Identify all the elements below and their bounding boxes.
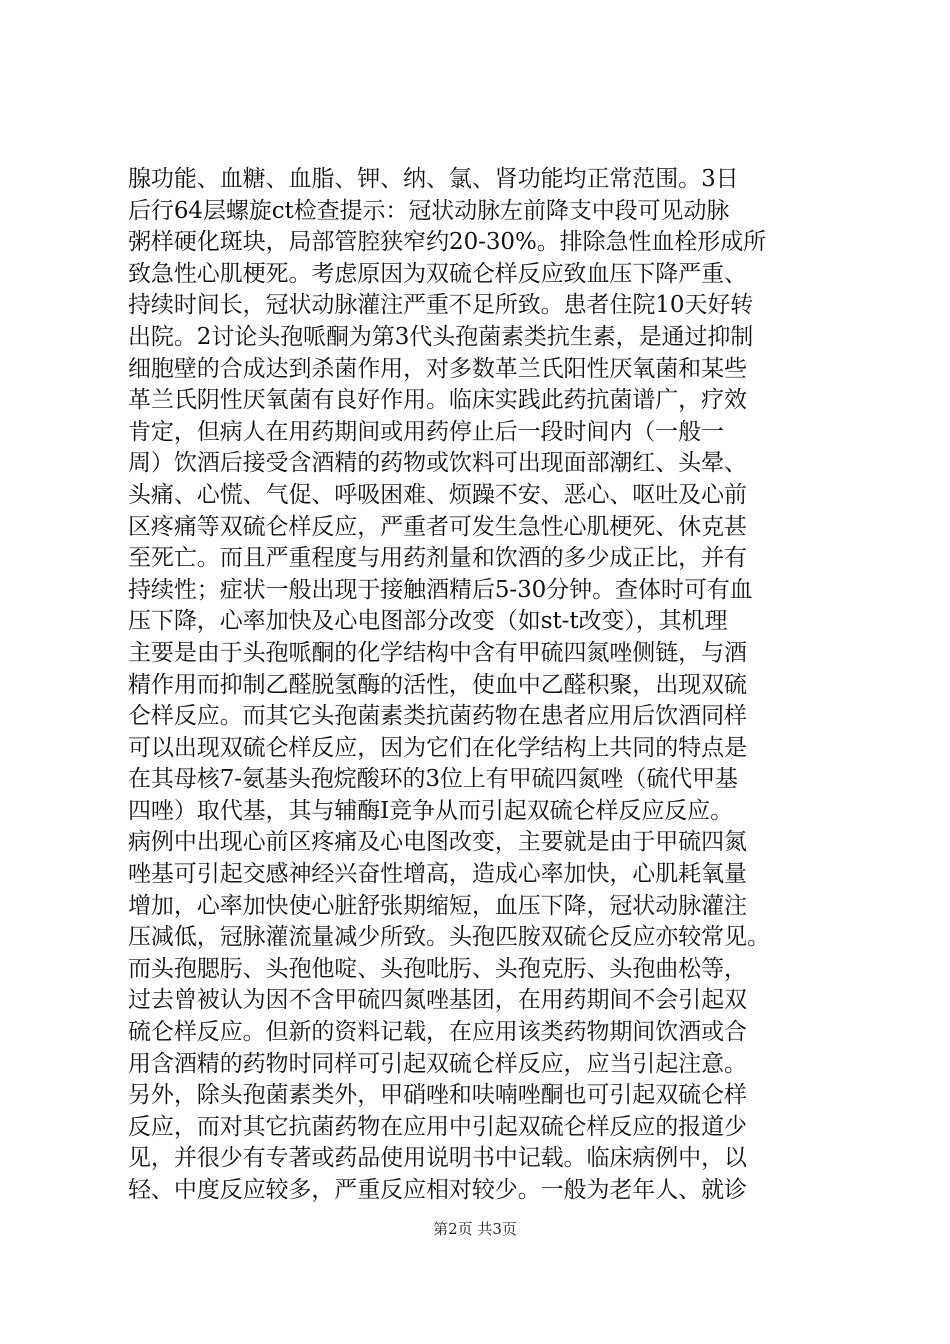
text-line: 在其母核7-氨基头孢烷酸环的3位上有甲硫四氮唑（硫代甲基 — [128, 766, 738, 793]
text-line: 而头孢腮肟、头孢他啶、头孢吡肟、头孢克肟、头孢曲松等， — [128, 955, 747, 982]
text-line: 腺功能、血糖、血脂、钾、纳、氯、肾功能均正常范围。3日 — [128, 166, 739, 192]
text-line: 后行64层螺旋ct检查提示：冠状动脉左前降支中段可见动脉 — [128, 197, 730, 224]
text-line: 四唑）取代基，其与辅酶Ⅰ竞争从而引起双硫仑样反应反应。 — [128, 797, 734, 824]
text-line: 出院。2讨论头孢哌酮为第3代头孢菌素类抗生素，是通过抑制 — [128, 323, 754, 350]
text-line: 周）饮酒后接受含酒精的药物或饮料可出现面部潮红、头晕、 — [128, 450, 747, 477]
text-line: 压下降，心率加快及心电图部分改变（如st-t改变），其机理 — [128, 608, 728, 635]
text-line: 精作用而抑制乙醛脱氢酶的活性，使血中乙醛积聚，出现双硫 — [128, 671, 747, 698]
page-footer: 第2页 共3页 — [433, 1220, 517, 1238]
text-line: 至死亡。而且严重程度与用药剂量和饮酒的多少成正比，并有 — [128, 545, 747, 572]
text-line: 增加，心率加快使心脏舒张期缩短，血压下降，冠状动脉灌注 — [128, 892, 747, 919]
text-line: 仑样反应。而其它头孢菌素类抗菌药物在患者应用后饮酒同样 — [128, 703, 747, 730]
text-line: 持续时间长，冠状动脉灌注严重不足所致。患者住院10天好转 — [128, 292, 754, 319]
text-line: 持续性；症状一般出现于接触酒精后5-30分钟。查体时可有血 — [128, 576, 753, 603]
text-line: 过去曾被认为因不含甲硫四氮唑基团，在用药期间不会引起双 — [128, 987, 747, 1014]
text-line: 压减低，冠脉灌流量减少所致。头孢匹胺双硫仑反应亦较常见。 — [128, 924, 770, 951]
text-line: 头痛、心慌、气促、呼吸困难、烦躁不安、恶心、呕吐及心前 — [128, 481, 747, 508]
text-line: 肯定，但病人在用药期间或用药停止后一段时间内（一般一 — [128, 418, 724, 445]
body-text — [128, 164, 828, 1207]
text-line: 区疼痛等双硫仑样反应，严重者可发生急性心肌梗死、休克甚 — [128, 513, 747, 540]
text-line: 硫仑样反应。但新的资料记载，在应用该类药物期间饮酒或合 — [128, 1019, 747, 1046]
text-line: 细胞壁的合成达到杀菌作用，对多数革兰氏阳性厌氧菌和某些 — [128, 355, 747, 382]
text-line: 致急性心肌梗死。考虑原因为双硫仑样反应致血压下降严重、 — [128, 260, 747, 287]
text-line: 轻、中度反应较多，严重反应相对较少。一般为老年人、就诊 — [128, 1177, 747, 1203]
text-line: 粥样硬化斑块，局部管腔狭窄约20-30%。排除急性血栓形成所 — [128, 229, 767, 256]
text-line: 反应，而对其它抗菌药物在应用中引起双硫仑样反应的报道少 — [128, 1113, 747, 1140]
text-line: 革兰氏阴性厌氧菌有良好作用。临床实践此药抗菌谱广，疗效 — [128, 387, 747, 414]
text-line: 用含酒精的药物时同样可引起双硫仑样反应，应当引起注意。 — [128, 1050, 747, 1077]
text-line: 主要是由于头孢哌酮的化学结构中含有甲硫四氮唑侧链，与酒 — [128, 639, 747, 666]
text-line: 病例中出现心前区疼痛及心电图改变，主要就是由于甲硫四氮 — [128, 829, 747, 856]
text-line: 另外，除头孢菌素类外，甲硝唑和呋喃唑酮也可引起双硫仑样 — [128, 1082, 747, 1109]
text-line: 见，并很少有专著或药品使用说明书中记载。临床病例中，以 — [128, 1145, 747, 1172]
text-line: 唑基可引起交感神经兴奋性增高，造成心率加快，心肌耗氧量 — [128, 861, 747, 888]
text-line: 可以出现双硫仑样反应，因为它们在化学结构上共同的特点是 — [128, 734, 747, 761]
